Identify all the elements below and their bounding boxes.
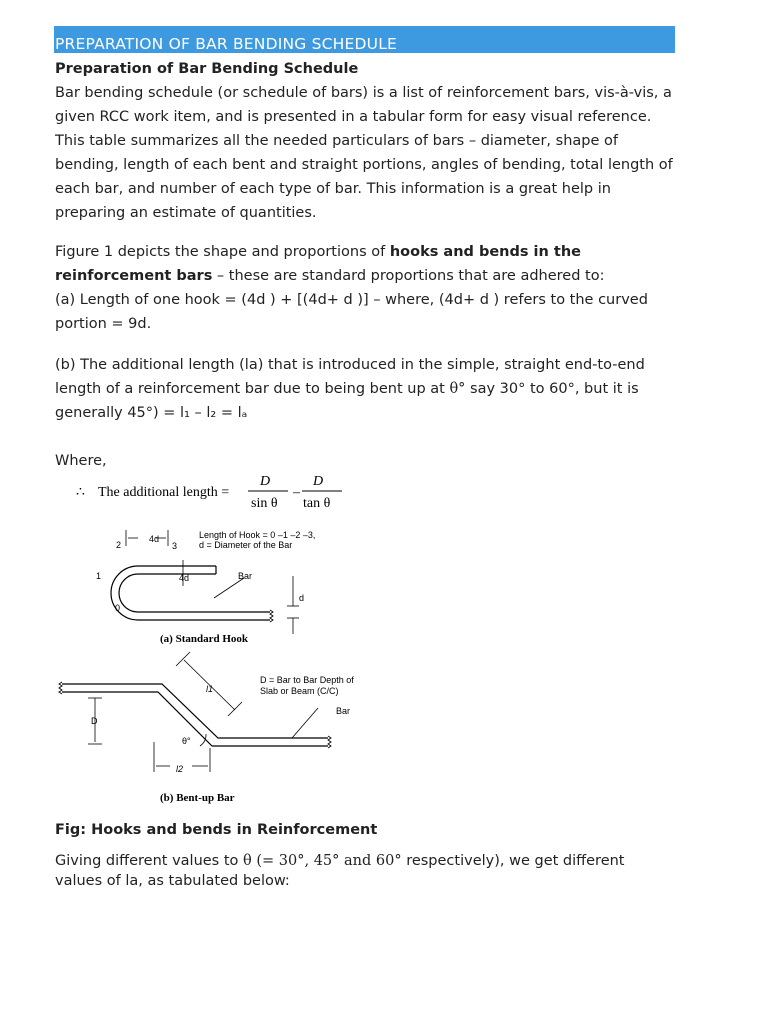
additional-length-formula [70, 470, 370, 520]
figure-caption: Fig: Hooks and bends in Reinforcement [55, 822, 378, 838]
closing-paragraph: Giving different values to θ (= 30°, 45° and 60° respectively), we get different values of la, as tabulated below: [55, 853, 625, 889]
hook-point-0: 0 [115, 603, 121, 613]
banner-title: PREPARATION OF BAR BENDING SCHEDULE [55, 35, 398, 53]
formula-numerator-1: D [260, 474, 271, 489]
hook-note-line-1: Length of Hook = 0 –1 –2 –3, [199, 530, 316, 540]
bent-D-label: D [91, 716, 98, 726]
where-label: Where, [55, 453, 107, 469]
hook-point-1: 1 [96, 571, 102, 581]
formula-denominator-1: sin θ [251, 496, 278, 511]
standard-hook-caption: (a) Standard Hook [160, 633, 249, 645]
formula-numerator-2: D [313, 474, 324, 489]
hooks-bends-figure [50, 520, 410, 820]
formula-denominator-2: tan θ [303, 496, 331, 511]
bent-theta-label: θ° [182, 736, 191, 746]
bent-up-bar-diagram [59, 652, 331, 772]
hook-bar-label: Bar [238, 571, 253, 581]
bent-bar-label: Bar [336, 706, 351, 716]
title-banner [54, 26, 675, 53]
additional-length-paragraph: (b) The additional length (la) that is introduced in the simple, straight end-to-end length of a reinforcement bar due to being bent up at θ° say 30° to 60°, but it is generally 45°) = l₁ – l₂ = lₐ [55, 357, 645, 421]
bent-l1-label: l1 [206, 684, 214, 694]
hook-4d-middle-label: 4d [179, 573, 190, 583]
bent-note-line-2: Slab or Beam (C/C) [260, 686, 339, 696]
bent-note-line-1: D = Bar to Bar Depth of [260, 675, 354, 685]
section-heading: Preparation of Bar Bending Schedule [55, 61, 359, 77]
hook-note-line-2: d = Diameter of the Bar [199, 540, 293, 550]
bent-up-bar-caption: (b) Bent-up Bar [160, 792, 235, 804]
hooks-paragraph: Figure 1 depicts the shape and proportions of hooks and bends in the reinforcement bars – these are standard proportions that are adhered to: (a) Length of one hook = (4d ) + [(4d+ d )] – where, (4d+ d ) refers to the curved portion = 9d. [55, 244, 648, 332]
hook-d-label: d [299, 593, 305, 603]
hook-4d-label: 4d [149, 534, 160, 544]
intro-paragraph: Bar bending schedule (or schedule of bars) is a list of reinforcement bars, vis-à-vis, a given RCC work item, and is presented in a tabular form for easy visual reference. This table summarizes all the needed particulars of bars – diameter, shape of bending, length of each bent and straight portions, angles of bending, total length of each bar, and number of each type of bar. This information is a great help in preparing an estimate of quantities. [55, 85, 673, 221]
formula-minus: – [293, 485, 300, 500]
therefore-symbol: ∴ [76, 485, 85, 500]
bent-l2-label: l2 [176, 764, 184, 774]
hook-point-3: 3 [172, 541, 178, 551]
hook-point-2: 2 [116, 540, 122, 550]
formula-lhs: The additional length = [98, 485, 230, 500]
